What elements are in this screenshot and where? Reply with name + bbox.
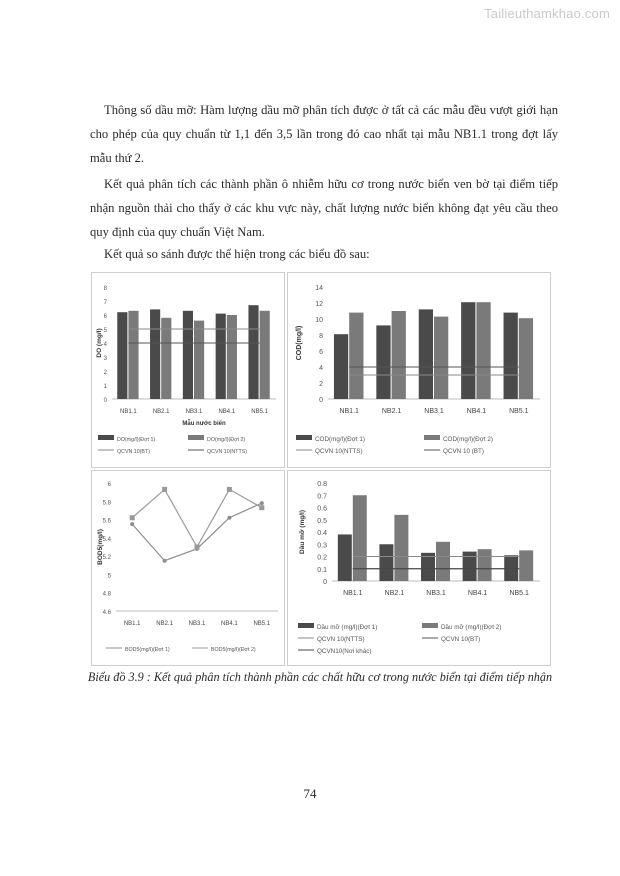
bar [436, 542, 450, 581]
chart-cod-svg [288, 273, 550, 467]
bar [519, 318, 533, 399]
bar [128, 311, 138, 399]
bar [476, 302, 490, 399]
y-tick-label: 8 [103, 286, 107, 292]
chart-do [91, 272, 285, 468]
bar [248, 305, 258, 399]
data-point [227, 487, 232, 492]
legend-label: QCVN10(Nơi khác) [317, 648, 372, 655]
paragraph-organic-pollution [90, 172, 558, 244]
chart-do-svg [92, 273, 284, 467]
bar [338, 534, 352, 581]
y-tick-label: 6 [103, 314, 107, 320]
legend-label: Dầu mỡ (mg/l)(Đợt 2) [441, 624, 502, 631]
x-tick-label: NB1.1 [339, 408, 359, 415]
y-tick-label: 0.5 [317, 517, 327, 525]
y-tick-label: 0 [319, 397, 323, 404]
data-point [260, 501, 264, 505]
bar [419, 309, 433, 399]
legend-swatch [98, 435, 114, 440]
legend-swatch [422, 623, 438, 628]
legend-label: DO(mg/l)(Đợt 2) [207, 437, 246, 443]
x-tick-label: NB1.1 [123, 621, 141, 627]
bar [227, 315, 237, 399]
y-tick-label: 0.7 [317, 493, 327, 501]
x-tick-label: NB5.1 [509, 590, 529, 597]
bar [504, 313, 518, 399]
chart-cod [287, 272, 551, 468]
y-tick-label: 4 [319, 365, 323, 372]
y-tick-label: 14 [315, 285, 323, 292]
chart-bod5-svg [92, 471, 284, 665]
y-tick-label: 0.4 [317, 530, 327, 537]
legend-label: COD(mg/l)(Đợt 2) [443, 436, 493, 443]
x-tick-label: NB2.1 [152, 409, 170, 415]
bar [194, 321, 204, 399]
legend-swatch [188, 435, 204, 440]
y-tick-label: 0.6 [317, 505, 327, 513]
x-tick-label: NB5.1 [253, 621, 271, 627]
bar [392, 311, 406, 399]
x-tick-label: NB2.1 [381, 408, 402, 415]
legend-swatch [424, 435, 440, 440]
x-tick-label: NB2.1 [156, 621, 173, 627]
bar [394, 515, 408, 581]
y-tick-label: 6 [319, 349, 323, 356]
legend-label: DO(mg/l)(Đợt 1) [117, 437, 156, 443]
bar [183, 311, 193, 399]
x-tick-label: NB1.1 [120, 409, 137, 415]
y-tick-label: 8 [319, 333, 323, 340]
paragraph-text: Kết quả phân tích các thành phần ô nhiễm hữu cơ trong nước biển ven bờ tại điểm tiếp nhận nguồn thải cho thấy ở các khu vực này, chất lượng nước biển không đạt yêu cầu theo quy định của quy chuẩn Việt Nam. [90, 177, 558, 239]
bar [478, 549, 492, 581]
x-tick-label: NB4.1 [467, 590, 488, 597]
y-tick-label: 0.3 [317, 542, 327, 550]
y-tick-label: 0.2 [317, 554, 327, 562]
data-point [195, 545, 200, 550]
data-point [130, 515, 135, 520]
paragraph-text: Thông số dầu mỡ: Hàm lượng dầu mỡ phân tích được ở tất cả các mẫu đều vượt giới hạn cho phép của quy chuẩn từ 1,1 đến 3,5 lần trong đó cao nhất tại mẫu NB1.1 trong đợt lấy mẫu thứ 2. [90, 103, 558, 165]
x-tick-label: NB2.1 [384, 590, 405, 597]
bar [161, 318, 171, 399]
y-tick-label: 5.2 [102, 555, 111, 562]
x-tick-label: NB4.1 [466, 408, 487, 415]
bar [379, 544, 393, 581]
x-tick-label: NB5.1 [251, 409, 268, 415]
y-tick-label: 2 [319, 381, 323, 388]
data-point [259, 505, 264, 510]
watermark: Tailieuthamkhao.com [484, 6, 610, 21]
paragraph-text: Kết quả so sánh được thể hiện trong các biểu đồ sau: [104, 247, 370, 261]
data-point [227, 516, 231, 520]
legend-label: COD(mg/l)(Đợt 1) [315, 436, 365, 443]
y-tick-label: 7 [103, 300, 107, 306]
chart-bod5 [91, 470, 285, 666]
bar [434, 317, 448, 399]
y-tick-label: 0.1 [317, 566, 327, 574]
x-tick-label: NB3.1 [426, 590, 446, 597]
bar [421, 553, 435, 581]
bar [150, 309, 160, 399]
y-tick-label: 4 [103, 342, 107, 348]
data-point [162, 487, 167, 492]
y-axis-label: COD(mg/l) [296, 325, 303, 361]
bar [519, 550, 533, 581]
legend-label: QCVN 10(BT) [441, 636, 481, 643]
legend-label: QCVN 10(NTTS) [317, 636, 365, 643]
y-tick-label: 1 [103, 384, 107, 390]
legend-label: Dầu mỡ (mg/l)(Đợt 1) [317, 624, 378, 631]
x-axis-label: Mẫu nước biển [182, 421, 226, 427]
y-tick-label: 6 [107, 482, 111, 488]
y-tick-label: 4.6 [102, 610, 111, 616]
x-tick-label: NB4.1 [218, 409, 236, 415]
y-tick-label: 5 [107, 573, 111, 580]
bar [353, 495, 367, 581]
y-tick-label: 0.8 [317, 481, 327, 488]
bar [376, 325, 390, 399]
legend-swatch [298, 623, 314, 628]
bar [349, 313, 363, 399]
figure-caption: Biểu đồ 3.9 : Kết quả phân tích thành phần các chất hữu cơ trong nước biển tại điểm tiếp nhận [87, 670, 553, 684]
y-axis-label: Dầu mỡ (mg/l) [299, 510, 306, 554]
x-tick-label: NB4.1 [221, 621, 238, 627]
legend-label: QCVN 10(NTTS) [315, 448, 363, 455]
legend-label: QCVN 10(NTTS) [207, 449, 248, 455]
y-tick-label: 5.4 [102, 536, 111, 543]
y-tick-label: 0 [103, 398, 107, 404]
series-line [132, 503, 262, 561]
legend-label: QCVN 10 (BT) [443, 448, 484, 455]
y-tick-label: 12 [315, 301, 323, 308]
x-tick-label: NB3.1 [424, 408, 444, 415]
chart-oil-grease-svg [288, 471, 550, 665]
paragraph-oil-grease [90, 98, 558, 170]
y-axis-label: DO (mg/l) [96, 328, 103, 358]
bar [504, 555, 518, 581]
y-tick-label: 4.8 [102, 591, 111, 598]
data-point [163, 559, 167, 563]
y-tick-label: 5.6 [102, 518, 111, 525]
legend-swatch [296, 435, 312, 440]
y-tick-label: 5 [103, 328, 107, 334]
y-tick-label: 3 [103, 356, 107, 362]
x-tick-label: NB1.1 [343, 590, 363, 597]
chart-oil-grease [287, 470, 551, 666]
x-tick-label: NB3.1 [188, 621, 206, 627]
y-tick-label: 0 [323, 579, 327, 586]
paragraph-comparison-intro [90, 242, 558, 266]
legend-label: BOD5(mg/l)(Đợt 2) [211, 647, 256, 653]
bar [260, 311, 270, 399]
y-axis-label: BOD5(mg/l) [97, 529, 104, 565]
legend-label: BOD5(mg/l)(Đợt 1) [125, 647, 170, 653]
legend-label: QCVN 10(BT) [117, 449, 150, 455]
y-tick-label: 10 [315, 317, 323, 324]
y-tick-label: 5.8 [102, 500, 111, 507]
data-point [130, 522, 134, 526]
series-line [132, 489, 262, 547]
page-number: 74 [303, 786, 317, 801]
x-tick-label: NB5.1 [509, 408, 529, 415]
x-tick-label: NB3.1 [185, 409, 203, 415]
y-tick-label: 2 [103, 370, 107, 376]
bar [334, 334, 348, 399]
bar [216, 314, 226, 399]
bar [461, 302, 475, 399]
bar [117, 312, 127, 399]
